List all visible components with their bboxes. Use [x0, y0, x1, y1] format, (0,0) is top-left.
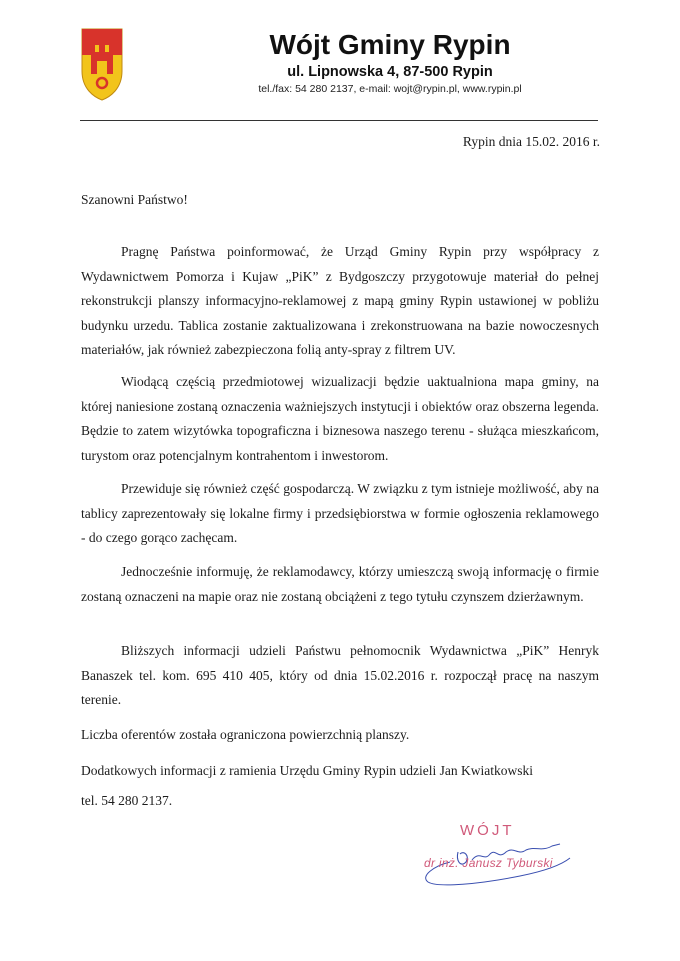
stamp-name: dr inż. Janusz Tyburski — [424, 856, 553, 870]
stamp-title: WÓJT — [460, 822, 515, 839]
closing-line-2: Dodatkowych informacji z ramienia Urzędu Gminy Rypin udzieli Jan Kwiatkowski — [81, 763, 533, 778]
letter-date: Rypin dnia 15.02. 2016 r. — [462, 134, 600, 149]
page-title: Wójt Gminy Rypin — [269, 29, 511, 60]
closing-line-1: Liczba oferentów została ograniczona powierzchnią planszy. — [81, 727, 410, 742]
paragraph-4: Jednocześnie informuję, że reklamodawcy, którzy umieszczą swoją informację o firmie zostaną oznaczeni na mapie oraz nie zostaną obciążeni z tego tytułu czynszem dzierżawnym. — [81, 564, 599, 604]
header-divider — [80, 120, 598, 121]
paragraph-5: Bliższych informacji udzieli Państwu pełnomocnik Wydawnictwa „PiK” Henryk Banaszek tel. kom. 695 410 405, który od dnia 15.02.2016 r. rozpoczął pracę na naszym terenie. — [81, 643, 599, 707]
closing-line-3: tel. 54 280 2137. — [81, 793, 173, 808]
office-contact: tel./fax: 54 280 2137, e-mail: wojt@rypin.pl, www.rypin.pl — [258, 83, 522, 95]
paragraph-3: Przewiduje się również część gospodarczą. W związku z tym istnieje możliwość, aby na tablicy zaprezentowały się lokalne firmy i przedsiębiorstwa w formie ogłoszenia reklamowego - do czego gorąco zachęcam. — [81, 481, 599, 545]
office-address: ul. Lipnowska 4, 87-500 Rypin — [287, 64, 493, 80]
coat-of-arms-icon — [80, 27, 124, 102]
paragraph-1: Pragnę Państwa poinformować, że Urząd Gminy Rypin przy współpracy z Wydawnictwem Pomorza i Kujaw „PiK” z Bydgoszczy przygotowuje materiał do pełnej rekonstrukcji planszy informacyjno-reklamowej z mapą gminy Rypin ustawionej w pobliżu budynku urzedu. Tablica zostanie zaktualizowana i zrekonstruowana na bazie nowoczesnych materiałów, jak również zabezpieczona folią anty-spray z filtrem UV. — [81, 244, 599, 357]
paragraph-2: Wiodącą częścią przedmiotowej wizualizacji będzie uaktualniona mapa gminy, na której naniesione zostaną oznaczenia ważniejszych instytucji i obiektów oraz obszerna legenda. Będzie to zatem wizytówka topograficzna i biznesowa naszego terenu - służąca mieszkańcom, turystom oraz potencjalnym kontrahentom i inwestorom. — [81, 374, 599, 463]
salutation: Szanowni Państwo! — [81, 192, 188, 207]
